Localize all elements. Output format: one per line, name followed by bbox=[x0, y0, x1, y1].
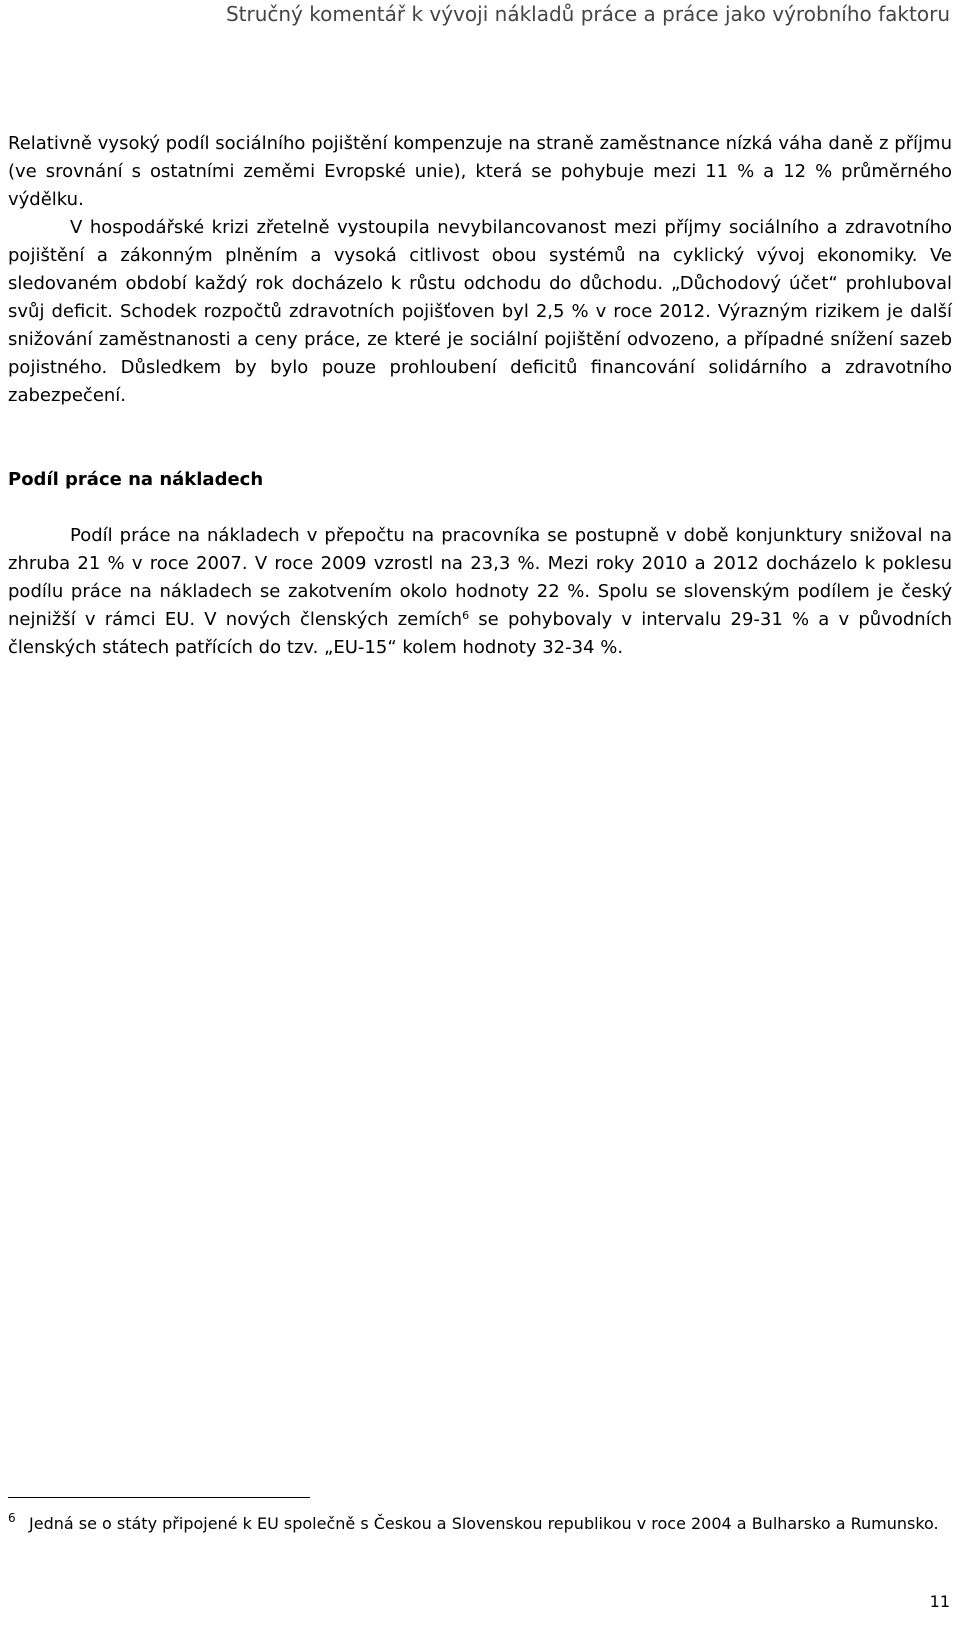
labor-share-text-part2: se pohybovaly v intervalu 29-31 % a v původních členských státech patřících do tzv. „EU-15“ kolem hodnoty 32-34 %. bbox=[8, 609, 952, 658]
labor-share-text-part1: Podíl práce na nákladech v přepočtu na pracovníka se postupně v době konjunktury snižoval na zhruba 21 % v roce 2007. V roce 2009 vzrostl na 23,3 %. Mezi roky 2010 a 2012 docházelo k poklesu podílu práce na nákladech se zakotvením okolo hodnoty 22 %. Spolu se slovenským podílem je český nejnižší v rámci EU. V nových členských zemích bbox=[8, 525, 952, 630]
page-number: 11 bbox=[929, 1592, 950, 1611]
footnote-separator bbox=[8, 1497, 310, 1498]
paragraph-social-insurance: Relativně vysoký podíl sociálního pojištění kompenzuje na straně zaměstnance nízká váha daně z příjmu (ve srovnání s ostatními zeměmi Evropské unie), která se pohybuje mezi 11 % a 12 % průměrného výdělku. bbox=[8, 133, 952, 210]
paragraph-labor-share bbox=[8, 522, 952, 662]
section-spacer bbox=[8, 410, 952, 466]
section-heading: Podíl práce na nákladech bbox=[8, 469, 264, 490]
footnote-reference[interactable]: 6 bbox=[462, 609, 470, 622]
footnote-number: 6 bbox=[8, 1511, 16, 1525]
footnote bbox=[8, 1512, 952, 1536]
footnote-text: Jedná se o státy připojené k EU společně s Českou a Slovenskou republikou v roce 2004 a Bulharsko a Rumunsko. bbox=[29, 1514, 939, 1533]
running-header: Stručný komentář k vývoji nákladů práce a práce jako výrobního faktoru bbox=[225, 2, 950, 26]
paragraph-crisis: V hospodářské krizi zřetelně vystoupila nevybilancovanost mezi příjmy sociálního a zdravotního pojištění a zákonným plněním a vysoká citlivost obou systémů na cyklický vývoj ekonomiky. Ve sledovaném období každý rok docházelo k růstu odchodu do důchodu. „Důchodový účet“ prohluboval svůj deficit. Schodek rozpočtů zdravotních pojišťoven byl 2,5 % v roce 2012. Výrazným rizikem je další snižování zaměstnanosti a ceny práce, ze které je sociální pojištění odvozeno, a případné snížení sazeb pojistného. Důsledkem by bylo pouze prohloubení deficitů financování solidárního a zdravotního zabezpečení. bbox=[8, 217, 952, 406]
heading-spacer bbox=[8, 494, 952, 522]
page-body bbox=[8, 130, 952, 662]
